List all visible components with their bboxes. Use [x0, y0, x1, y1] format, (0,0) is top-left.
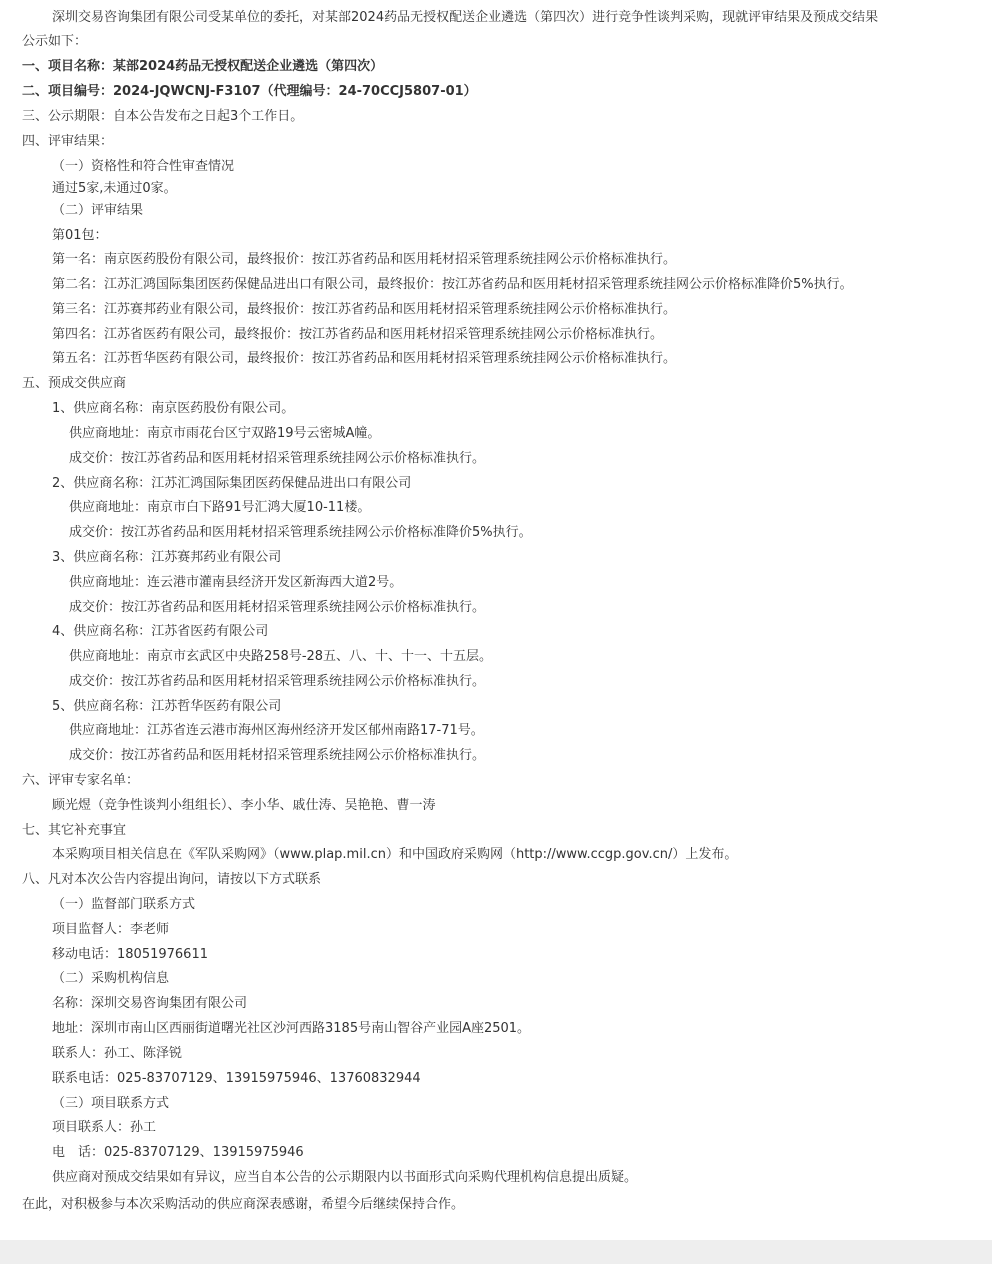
supervision-subheading: （一）监督部门联系方式 — [52, 897, 196, 912]
ranking-item: 第五名：江苏哲华医药有限公司，最终报价：按江苏省药品和医用耗材招采管理系统挂网公示价格标准执行。 — [52, 351, 677, 366]
agency-phone: 联系电话：025-83707129、13915975946、13760832944 — [52, 1071, 421, 1086]
project-contact-phone: 电 话：025-83707129、13915975946 — [52, 1145, 304, 1160]
package-label: 第01包： — [52, 228, 108, 243]
ranking-item: 第三名：江苏赛邦药业有限公司，最终报价：按江苏省药品和医用耗材招采管理系统挂网公示价格标准执行。 — [52, 302, 677, 317]
project-contact-name: 项目联系人：孙工 — [52, 1120, 157, 1135]
thanks-note: 在此，对积极参与本次采购活动的供应商深表感谢，希望今后继续保持合作。 — [22, 1197, 465, 1212]
contact-heading: 八、凡对本次公告内容提出询问，请按以下方式联系 — [22, 872, 322, 887]
supplier-address: 供应商地址：南京市白下路91号汇鸿大厦10-11楼。 — [69, 500, 371, 515]
supplier-address: 供应商地址：江苏省连云港市海州区海州经济开发区郁州南路17-71号。 — [69, 723, 484, 738]
project-name-heading: 一、项目名称：某部2024药品无授权配送企业遴选（第四次） — [22, 59, 384, 74]
review-result-subheading: （二）评审结果 — [52, 203, 144, 218]
supplier-name: 2、供应商名称：江苏汇鸿国际集团医药保健品进出口有限公司 — [52, 476, 412, 491]
supplier-price: 成交价：按江苏省药品和医用耗材招采管理系统挂网公示价格标准降价5%执行。 — [69, 525, 532, 540]
supplier-price: 成交价：按江苏省药品和医用耗材招采管理系统挂网公示价格标准执行。 — [69, 451, 486, 466]
supplier-address: 供应商地址：南京市玄武区中央路258号-28五、八、十、十一、十五层。 — [69, 649, 493, 664]
intro-paragraph: 深圳交易咨询集团有限公司受某单位的委托，对某部2024药品无授权配送企业遴选（第四次）进行竞争性谈判采购，现就评审结果及预成交结果 — [52, 10, 879, 25]
objection-note: 供应商对预成交结果如有异议，应当自本公告的公示期限内以书面形式向采购代理机构信息提出质疑。 — [52, 1170, 638, 1185]
supervisor-phone: 移动电话：18051976611 — [52, 947, 208, 962]
project-number-heading: 二、项目编号：2024-JQWCNJ-F3107（代理编号：24-70CCJ5807-01） — [22, 84, 477, 99]
preferred-suppliers-heading: 五、预成交供应商 — [22, 376, 127, 391]
supplier-name: 4、供应商名称：江苏省医药有限公司 — [52, 624, 269, 639]
experts-heading: 六、评审专家名单： — [22, 773, 140, 788]
experts-list: 顾光煜（竞争性谈判小组组长）、李小华、戚仕涛、吴艳艳、曹一涛 — [52, 798, 436, 813]
supplier-price: 成交价：按江苏省药品和医用耗材招采管理系统挂网公示价格标准执行。 — [69, 674, 486, 689]
supplier-address: 供应商地址：南京市雨花台区宁双路19号云密城A幢。 — [69, 426, 381, 441]
supplier-name: 5、供应商名称：江苏哲华医药有限公司 — [52, 699, 282, 714]
supplier-name: 1、供应商名称：南京医药股份有限公司。 — [52, 401, 295, 416]
project-contact-subheading: （三）项目联系方式 — [52, 1096, 170, 1111]
agency-address: 地址：深圳市南山区西丽街道曙光社区沙河西路3185号南山智谷产业园A座2501。 — [52, 1021, 531, 1036]
qualification-result: 通过5家,未通过0家。 — [52, 181, 177, 196]
page-footer-bar — [0, 1240, 992, 1264]
other-matters-heading: 七、其它补充事宜 — [22, 823, 127, 838]
review-results-heading: 四、评审结果： — [22, 134, 114, 149]
agency-subheading: （二）采购机构信息 — [52, 971, 170, 986]
supplier-price: 成交价：按江苏省药品和医用耗材招采管理系统挂网公示价格标准执行。 — [69, 600, 486, 615]
agency-name: 名称：深圳交易咨询集团有限公司 — [52, 996, 248, 1011]
notice-period: 三、公示期限：自本公告发布之日起3个工作日。 — [22, 109, 304, 124]
supplier-price: 成交价：按江苏省药品和医用耗材招采管理系统挂网公示价格标准执行。 — [69, 748, 486, 763]
ranking-item: 第一名：南京医药股份有限公司，最终报价：按江苏省药品和医用耗材招采管理系统挂网公示价格标准执行。 — [52, 252, 677, 267]
publication-info: 本采购项目相关信息在《军队采购网》（www.plap.mil.cn）和中国政府采购网（http://www.ccgp.gov.cn/）上发布。 — [52, 847, 738, 862]
agency-contact: 联系人：孙工、陈泽锐 — [52, 1046, 183, 1061]
ranking-item: 第二名：江苏汇鸿国际集团医药保健品进出口有限公司，最终报价：按江苏省药品和医用耗材招采管理系统挂网公示价格标准降价5%执行。 — [52, 277, 853, 292]
qualification-subheading: （一）资格性和符合性审查情况 — [52, 159, 235, 174]
supplier-address: 供应商地址：连云港市灌南县经济开发区新海西大道2号。 — [69, 575, 403, 590]
ranking-item: 第四名：江苏省医药有限公司，最终报价：按江苏省药品和医用耗材招采管理系统挂网公示价格标准执行。 — [52, 327, 664, 342]
intro-paragraph-end: 公示如下： — [22, 34, 88, 49]
supplier-name: 3、供应商名称：江苏赛邦药业有限公司 — [52, 550, 282, 565]
supervisor-name: 项目监督人：李老师 — [52, 922, 170, 937]
